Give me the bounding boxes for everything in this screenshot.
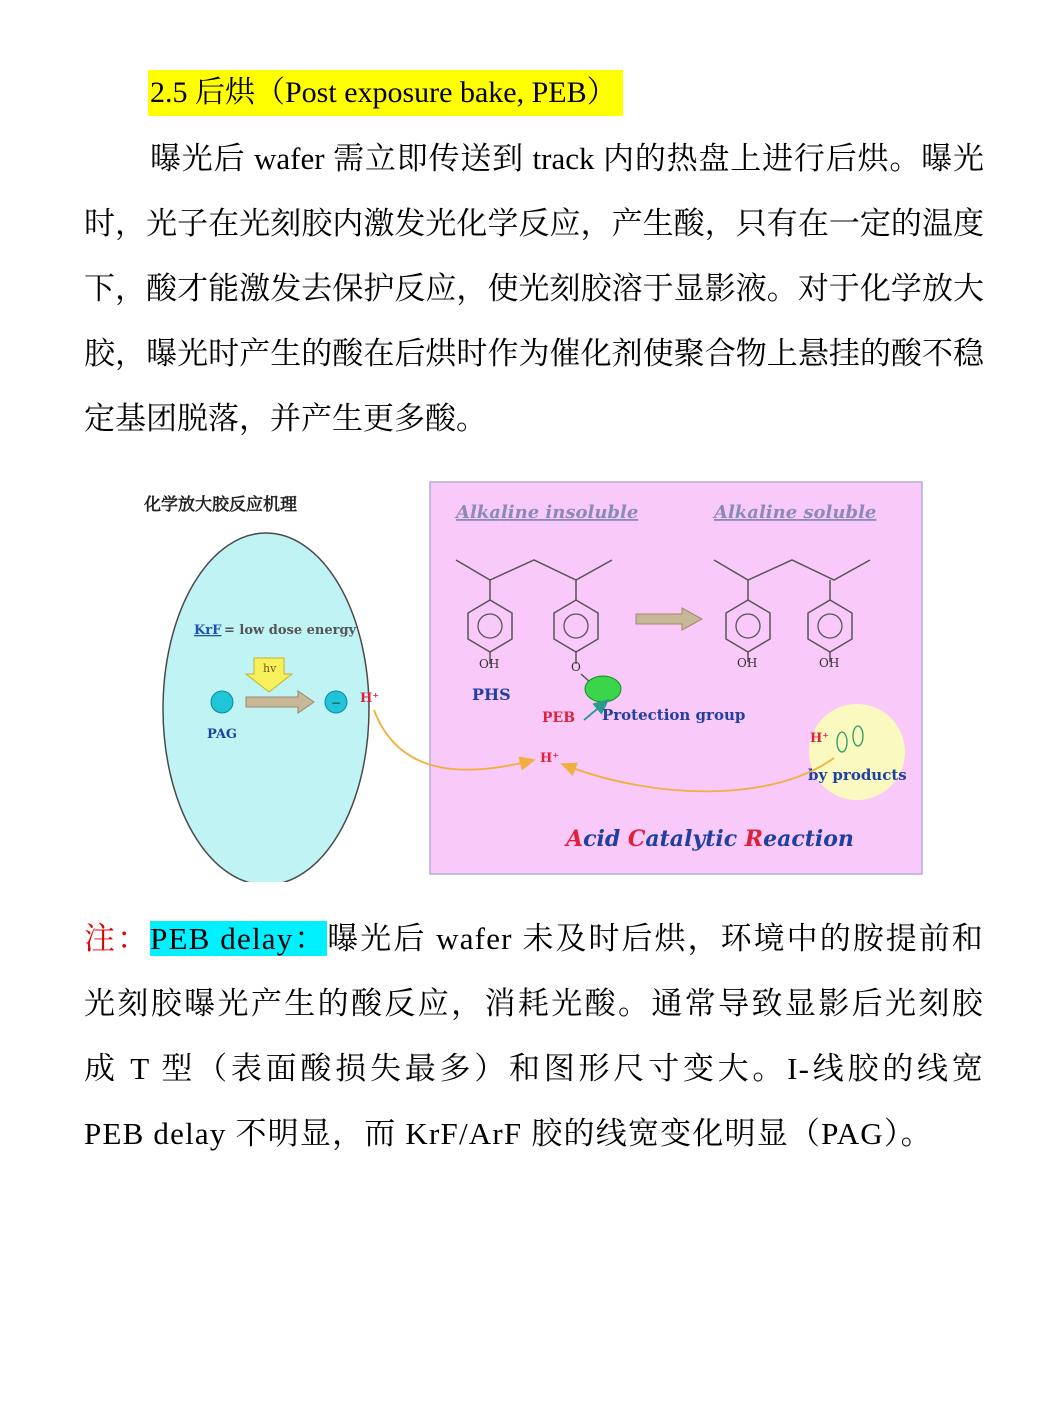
oh-label-1: OH [479, 657, 500, 671]
note-text: 曝光后 wafer 未及时后烘，环境中的胺提前和光刻胶曝光产生的酸反应，消耗光酸。通常导致显影后光刻胶成 T 型（表面酸损失最多）和图形尺寸变大。I-线胶的线宽 PEB delay 不明显，而 KrF/ArF 胶的线宽变化明显（PAG）。 [84, 921, 984, 1151]
minus-sign: − [331, 696, 342, 710]
o-label: O [571, 660, 581, 674]
protection-group-label: Protection group [602, 706, 746, 724]
byproducts-circle [809, 704, 905, 800]
alkaline-insoluble-label: Alkaline insoluble [456, 502, 639, 523]
acid-catalytic-label: Acid Catalytic Reaction [566, 826, 854, 852]
note-paragraph [84, 906, 984, 1166]
by-products-label: by products [808, 766, 907, 784]
reaction-mechanism-figure [130, 474, 930, 882]
krf-description: = low dose energy [224, 623, 357, 638]
hv-label: hv [263, 662, 277, 675]
protection-group-ellipse [585, 676, 621, 702]
reaction-panel [430, 482, 922, 874]
krf-label: KrF [194, 623, 222, 638]
h-plus-center: H⁺ [540, 751, 560, 766]
body-paragraph: 曝光后 wafer 需立即传送到 track 内的热盘上进行后烘。曝光时，光子在光刻胶内激发光化学反应，产生酸，只有在一定的温度下，酸才能激发去保护反应，使光刻胶溶于显影液。对于化学放大胶，曝光时产生的酸在后烘时作为催化剂使聚合物上悬挂的酸不稳定基团脱落，并产生更多酸。 [84, 141, 984, 436]
oh-label-3: OH [819, 656, 840, 670]
alkaline-soluble-label: Alkaline soluble [714, 502, 877, 523]
section-heading: 2.5 后烘（Post exposure bake, PEB） [148, 70, 623, 116]
phs-label: PHS [472, 685, 511, 704]
pag-circle [211, 691, 233, 713]
note-label: 注： [84, 921, 151, 956]
note-highlight: PEB delay： [150, 921, 328, 956]
figure-title: 化学放大胶反应机理 [144, 495, 297, 515]
oh-label-2: OH [737, 656, 758, 670]
h-plus-byproducts: H⁺ [810, 731, 830, 746]
peb-label: PEB [542, 710, 576, 726]
figure-canvas [130, 474, 930, 882]
pag-label: PAG [207, 727, 238, 742]
h-plus-left: H⁺ [360, 691, 380, 706]
